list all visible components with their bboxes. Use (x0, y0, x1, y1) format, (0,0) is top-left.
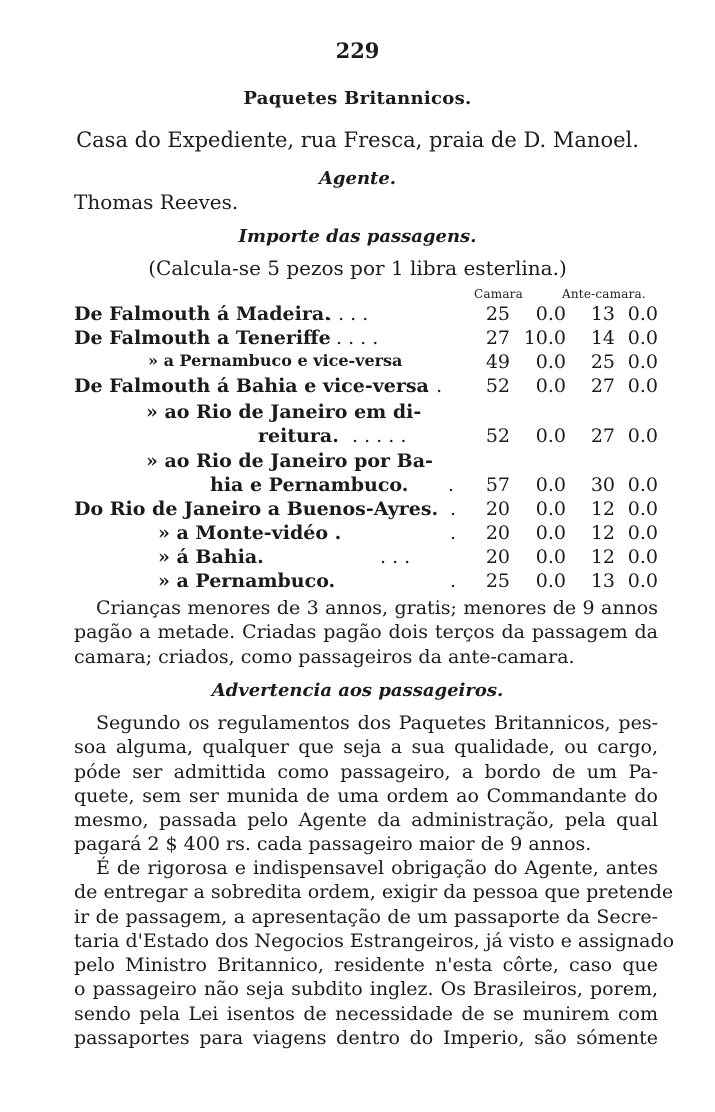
ante-camara-fraction: 0.0 (627, 570, 658, 592)
agent-name: Thomas Reeves. (74, 190, 239, 214)
camara-value: 27 (485, 327, 510, 349)
text-line: sendo pela Lei isentos de necessidade de se munirem com (74, 1002, 658, 1025)
text-line: pagão a metade. Criadas pagão dois terços da passagem da (74, 621, 658, 644)
camara-fraction: 0.0 (535, 474, 566, 496)
camara-fraction: 0.0 (535, 303, 566, 325)
ante-camara-fraction: 0.0 (627, 327, 658, 349)
fare-row (0, 425, 715, 449)
fare-row (0, 570, 715, 594)
office-address: Casa do Expediente, rua Fresca, praia de D. Manoel. (76, 128, 639, 152)
fare-route: » ao Rio de Janeiro em di- (146, 401, 422, 423)
fare-row (0, 375, 715, 399)
ante-camara-value: 30 (590, 474, 615, 496)
fare-route: De Falmouth á Bahia e vice-versa (74, 375, 429, 397)
section-heading: Paquetes Britannicos. (243, 88, 472, 109)
text-line: pelo Ministro Britannico, residente n'esta côrte, caso que (74, 954, 658, 977)
ante-camara-value: 25 (590, 351, 615, 373)
fare-row (0, 546, 715, 570)
passport-paragraph (74, 856, 675, 1050)
camara-fraction: 10.0 (523, 327, 566, 349)
fare-row (0, 327, 715, 351)
leader-dots: . (450, 498, 457, 520)
text-line: Segundo os regulamentos dos Paquetes Britannicos, pes- (96, 712, 658, 734)
ante-camara-value: 12 (590, 498, 615, 520)
text-line: soa alguma, qualquer que seja a sua qualidade, ou cargo, (74, 736, 658, 759)
leader-dots: . (448, 474, 455, 496)
ante-camara-fraction: 0.0 (627, 546, 658, 568)
fare-route: » a Monte-vidéo . (158, 522, 342, 544)
camara-value: 52 (485, 375, 510, 397)
camara-value: 25 (485, 303, 510, 325)
ante-camara-fraction: 0.0 (627, 303, 658, 325)
text-line: taria d'Estado dos Negocios Estrangeiros, já visto e assignado (74, 929, 675, 952)
fare-route-continued: reitura. (258, 425, 339, 447)
text-line: quete, sem ser munida de uma ordem ao Commandante do (74, 784, 658, 807)
leader-dots: . . (424, 375, 443, 397)
advertencia-heading: Advertencia aos passageiros. (211, 680, 504, 701)
fare-row (0, 450, 715, 474)
text-line: Crianças menores de 3 annos, gratis; menores de 9 annos (96, 597, 658, 619)
leader-dots: . . . (380, 546, 411, 568)
text-line: camara; criados, como passageiros da ante-camara. (74, 645, 575, 668)
fare-route: Do Rio de Janeiro a Buenos-Ayres. (74, 498, 439, 520)
ante-camara-value: 27 (590, 425, 615, 447)
ante-camara-fraction: 0.0 (627, 474, 658, 496)
fare-row (0, 303, 715, 327)
fares-heading: Importe das passagens. (238, 226, 477, 247)
column-header-camara: Camara (474, 287, 523, 301)
text-line: ir de passagem, a apresentação de um passaporte da Secre- (74, 905, 658, 928)
camara-value: 52 (485, 425, 510, 447)
leader-dots: . . . . . (352, 425, 407, 447)
camara-value: 20 (485, 498, 510, 520)
text-line: passaportes para viagens dentro do Imperio, são sómente (74, 1027, 658, 1050)
children-note (74, 596, 658, 669)
fare-route: De Falmouth á Madeira. (74, 303, 331, 325)
camara-fraction: 0.0 (535, 351, 566, 373)
camara-fraction: 0.0 (535, 425, 566, 447)
regulations-paragraph (74, 711, 658, 857)
text-line: É de rigorosa e indispensavel obrigação do Agente, antes (96, 857, 658, 879)
fare-row (0, 401, 715, 425)
exchange-note: (Calcula-se 5 pezos por 1 libra esterlina.) (148, 256, 567, 280)
agent-heading: Agente. (318, 168, 397, 189)
leader-dots: . (450, 522, 457, 544)
fare-route: » ao Rio de Janeiro por Ba- (146, 450, 433, 472)
fare-row (0, 498, 715, 522)
camara-fraction: 0.0 (535, 375, 566, 397)
fare-row (0, 474, 715, 498)
camara-value: 25 (485, 570, 510, 592)
ante-camara-value: 27 (590, 375, 615, 397)
leader-dots: . (450, 570, 457, 592)
ante-camara-fraction: 0.0 (627, 522, 658, 544)
text-line: o passageiro não seja subdito inglez. Os Brasileiros, porem, (74, 978, 658, 1001)
ante-camara-value: 13 (590, 570, 615, 592)
ante-camara-value: 12 (590, 546, 615, 568)
ante-camara-fraction: 0.0 (627, 498, 658, 520)
fare-route: De Falmouth a Teneriffe (74, 327, 331, 349)
fare-row (0, 351, 715, 375)
camara-fraction: 0.0 (535, 522, 566, 544)
ante-camara-value: 12 (590, 522, 615, 544)
column-header-ante-camara: Ante-camara. (562, 287, 646, 301)
text-line: pagará 2 $ 400 rs. cada passageiro maior de 9 annos. (74, 833, 592, 856)
camara-value: 57 (485, 474, 510, 496)
text-line: mesmo, passada pelo Agente da administração, pela qual (74, 809, 658, 832)
camara-value: 20 (485, 546, 510, 568)
fare-route: » a Pernambuco e vice-versa (148, 351, 403, 370)
page-number: 229 (335, 38, 380, 63)
ante-camara-fraction: 0.0 (627, 375, 658, 397)
leader-dots: . . . . (336, 327, 379, 349)
fare-route: » a Pernambuco. (158, 570, 336, 592)
camara-fraction: 0.0 (535, 546, 566, 568)
camara-fraction: 0.0 (535, 498, 566, 520)
text-line: póde ser admittida como passageiro, a bordo de um Pa- (74, 760, 658, 783)
ante-camara-fraction: 0.0 (627, 351, 658, 373)
leader-dots: . . . . (326, 303, 369, 325)
camara-value: 49 (485, 351, 510, 373)
ante-camara-value: 13 (590, 303, 615, 325)
ante-camara-fraction: 0.0 (627, 425, 658, 447)
fare-route-continued: hia e Pernambuco. (210, 474, 409, 496)
text-line: de entregar a sobredita ordem, exigir da pessoa que pretende (74, 881, 674, 904)
camara-value: 20 (485, 522, 510, 544)
camara-fraction: 0.0 (535, 570, 566, 592)
fare-row (0, 522, 715, 546)
fare-route: » á Bahia. (158, 546, 264, 568)
ante-camara-value: 14 (590, 327, 615, 349)
